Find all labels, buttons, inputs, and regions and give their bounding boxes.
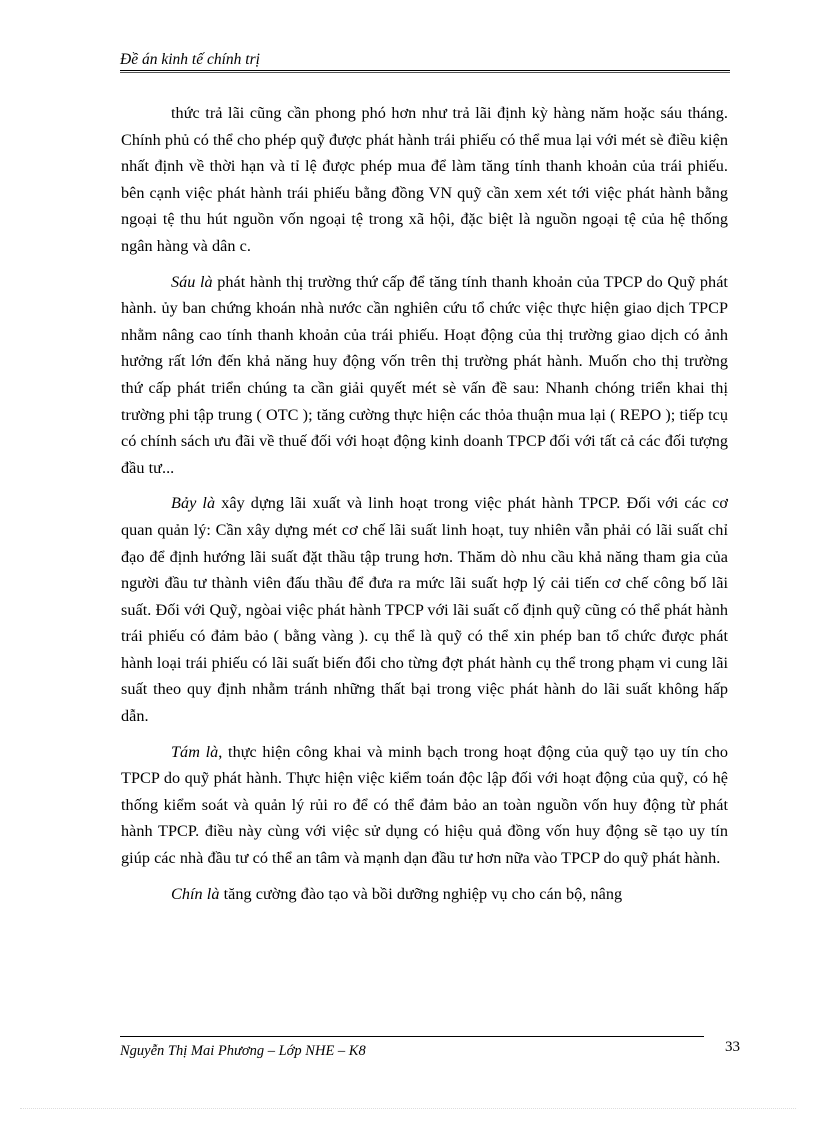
header-rule-thin <box>120 72 730 73</box>
paragraph-text: xây dựng lãi xuất và linh hoạt trong việc phát hành TPCP. Đối với các cơ quan quản lý: Cần xây dựng mét cơ chế lãi suất linh hoạt, tuy nhiên vẫn phải có lãi suất chỉ đạo để định hướng lãi suất đặt thầu tập trung hơn. Thăm dò nhu cầu khả năng tham gia của người đầu tư thành viên đấu thầu để đưa ra mức lãi suất hợp lý cải tiến cơ chế công bố lãi suất. Đối với Quỹ, ngòai việc phát hành TPCP với lãi suất cố định quỹ cũng có thể phát hành trái phiếu có đảm bảo ( bằng vàng ). cụ thể là quỹ có thể xin phép ban tổ chức được phát hành loại trái phiếu có lãi suất biến đổi cho từng đợt phát hành cụ thể trong phạm vi cung lãi suất theo quy định nhằm tránh những thất bại trong việc phát hành do lãi suất không hấp dẫn. <box>121 494 728 726</box>
footer-rule <box>120 1036 704 1037</box>
footer-author: Nguyễn Thị Mai Phương – Lớp NHE – K8 <box>120 1043 366 1059</box>
page-footer <box>120 1023 740 1063</box>
paragraph-lead: Chín là <box>171 884 220 903</box>
page-number: 33 <box>725 1039 740 1055</box>
paragraph-1 <box>121 100 728 260</box>
paragraph-text: , thực hiện công khai và minh bạch trong hoạt động của quỹ tạo uy tín cho TPCP do quỹ phát hành. Thực hiện việc kiểm toán độc lập đối với hoạt động của quỹ, có hệ thống kiểm soát và quản lý rủi ro để có thể đảm bảo an toàn nguồn vốn huy động từ phát hành TPCP. điều này cùng với việc sử dụng có hiệu quả đồng vốn huy động sẽ tạo uy tín giúp các nhà đầu tư có thể an tâm và mạnh dạn đầu tư hơn nữa vào TPCP do quỹ phát hành. <box>121 742 728 868</box>
header-title: Đề án kinh tế chính trị <box>120 51 260 68</box>
paragraph-text: thức trả lãi cũng cần phong phó hơn như trả lãi định kỳ hàng năm hoặc sáu tháng. Chính phủ có thể cho phép quỹ được phát hành trái phiếu có thể mua lại với mét sè điều kiện nhất định về thời hạn và tỉ lệ được phép mua để làm tăng tính thanh khoản của trái phiếu. bên cạnh việc phát hành trái phiếu bằng đồng VN quỹ cần xem xét tới việc phát hành bằng ngoại tệ thu hút nguồn vốn ngoại tệ trong xã hội, đặc biệt là nguồn ngoại tệ của hệ thống ngân hàng và dân c. <box>121 104 728 255</box>
paragraph-tam-la <box>121 739 728 872</box>
paragraph-chin-la <box>121 881 728 908</box>
body-text <box>121 100 728 916</box>
page-header <box>120 48 730 72</box>
paragraph-text: tăng cường đào tạo và bồi dưỡng nghiệp vụ cho cán bộ, nâng <box>219 884 623 903</box>
paragraph-sau-la <box>121 269 728 482</box>
paragraph-lead: Sáu là <box>171 272 213 291</box>
paragraph-text: phát hành thị trường thứ cấp để tăng tính thanh khoản của TPCP do Quỹ phát hành. ủy ban chứng khoán nhà nước cần nghiên cứu tổ chức việc thực hiện giao dịch TPCP nhằm nâng cao tính thanh khoản của trái phiếu. Hoạt động của thị trường giao dịch có ảnh hưởng rất lớn đến khả năng huy động vốn trên thị trường phát hành. Muốn cho thị trường thứ cấp phát triển chúng ta cần giải quyết mét sè vấn đề sau: Nhanh chóng triển khai thị trường phi tập trung ( OTC ); tăng cường thực hiện các thỏa thuận mua lại ( REPO ); tiếp tcụ có chính sách ưu đãi về thuế đối với hoạt động kinh doanh TPCP đối với tất cả các đối tượng đầu tư... <box>121 272 728 477</box>
header-rule <box>120 70 730 71</box>
page-bottom-border <box>20 1108 796 1109</box>
paragraph-lead: Bảy là <box>171 494 216 513</box>
paragraph-lead: Tám là <box>171 742 219 761</box>
paragraph-bay-la <box>121 490 728 729</box>
